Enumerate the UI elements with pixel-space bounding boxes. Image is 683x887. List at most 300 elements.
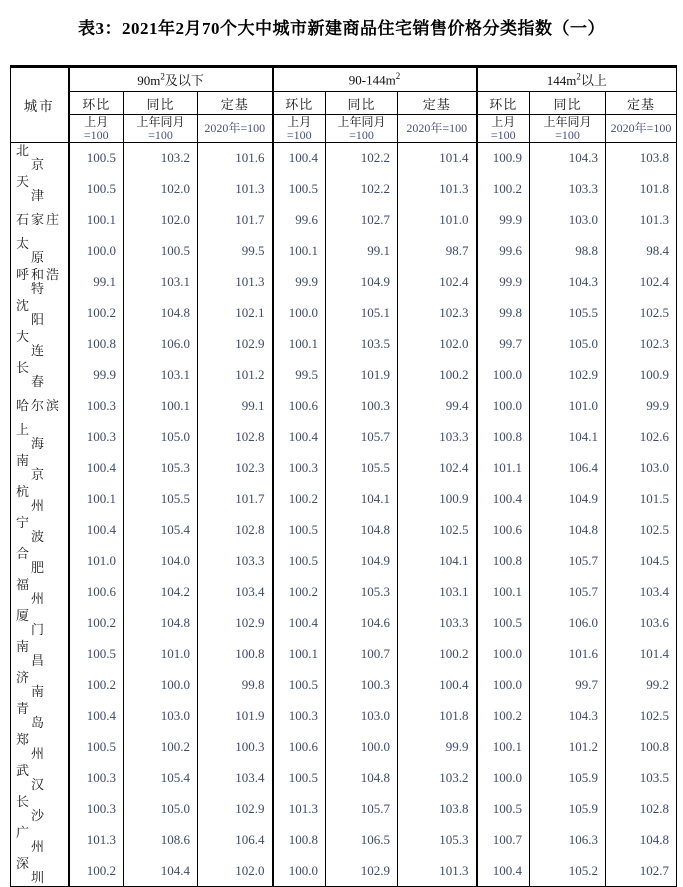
table-row <box>11 856 677 887</box>
value-cell: 105.4 <box>124 515 198 546</box>
value-cell: 102.5 <box>606 515 677 546</box>
value-cell: 102.8 <box>606 794 677 825</box>
group-header-90-and-below <box>69 67 273 92</box>
value-cell: 104.2 <box>124 577 198 608</box>
value-cell: 100.8 <box>606 732 677 763</box>
group-label: 90m <box>137 73 161 88</box>
value-cell: 102.4 <box>398 267 477 298</box>
value-cell: 101.3 <box>273 794 326 825</box>
value-cell: 99.9 <box>273 267 326 298</box>
value-cell: 100.4 <box>69 453 124 484</box>
value-cell: 101.3 <box>198 174 273 205</box>
value-cell: 100.3 <box>69 794 124 825</box>
table-row <box>11 298 677 329</box>
base-label: 上月 <box>491 114 516 129</box>
value-cell: 100.7 <box>326 639 398 670</box>
value-cell: 103.3 <box>530 174 606 205</box>
value-cell: 100.3 <box>273 701 326 732</box>
value-cell: 102.5 <box>606 701 677 732</box>
metric-header-fixed-base: 定基 <box>398 92 477 115</box>
value-cell: 100.5 <box>273 546 326 577</box>
value-cell: 100.4 <box>69 701 124 732</box>
value-cell: 101.2 <box>198 360 273 391</box>
value-cell: 101.3 <box>398 174 477 205</box>
value-cell: 103.1 <box>124 360 198 391</box>
value-cell: 105.7 <box>326 794 398 825</box>
value-cell: 100.5 <box>273 515 326 546</box>
value-cell: 100.0 <box>477 670 530 701</box>
value-cell: 104.8 <box>124 608 198 639</box>
value-cell: 100.9 <box>398 484 477 515</box>
value-cell: 103.1 <box>398 577 477 608</box>
value-cell: 100.3 <box>326 670 398 701</box>
base-header-same-month-last-year <box>124 115 198 143</box>
value-cell: 100.7 <box>477 825 530 856</box>
value-cell: 104.9 <box>326 546 398 577</box>
value-cell: 102.0 <box>398 329 477 360</box>
value-cell: 101.9 <box>198 701 273 732</box>
city-name: 福 州 <box>11 577 69 608</box>
city-name: 济 南 <box>11 670 69 701</box>
table-row <box>11 267 677 298</box>
base-value: =100 <box>555 127 580 142</box>
value-cell: 101.7 <box>198 484 273 515</box>
group-header-144-above <box>477 67 677 92</box>
group-label: 90-144m <box>348 72 396 88</box>
base-label: 上年同月 <box>337 114 386 129</box>
value-cell: 101.8 <box>606 174 677 205</box>
value-cell: 100.6 <box>69 577 124 608</box>
value-cell: 104.3 <box>530 701 606 732</box>
value-cell: 105.5 <box>326 453 398 484</box>
base-header-2020 <box>398 115 477 143</box>
value-cell: 105.0 <box>124 794 198 825</box>
metric-header-yoy: 同比 <box>326 92 398 115</box>
value-cell: 105.7 <box>530 546 606 577</box>
value-cell: 100.5 <box>273 763 326 794</box>
value-cell: 104.5 <box>606 546 677 577</box>
city-name: 天 津 <box>11 174 69 205</box>
value-cell: 100.4 <box>273 143 326 174</box>
value-cell: 103.1 <box>124 267 198 298</box>
value-cell: 100.2 <box>69 298 124 329</box>
base-header-prev-month <box>69 115 124 143</box>
value-cell: 99.1 <box>326 236 398 267</box>
city-name: 大 连 <box>11 329 69 360</box>
city-name: 沈 阳 <box>11 298 69 329</box>
value-cell: 100.5 <box>273 670 326 701</box>
table-row <box>11 143 677 174</box>
value-cell: 100.0 <box>477 639 530 670</box>
value-cell: 104.0 <box>124 546 198 577</box>
value-cell: 100.3 <box>198 732 273 763</box>
value-cell: 100.5 <box>273 174 326 205</box>
value-cell: 102.7 <box>606 856 677 887</box>
value-cell: 100.3 <box>273 453 326 484</box>
group-label-suffix: 以上 <box>580 73 607 88</box>
table-header <box>11 67 677 143</box>
value-cell: 101.0 <box>398 205 477 236</box>
value-cell: 99.2 <box>606 670 677 701</box>
value-cell: 101.6 <box>198 143 273 174</box>
value-cell: 102.8 <box>198 515 273 546</box>
value-cell: 103.2 <box>398 763 477 794</box>
value-cell: 100.5 <box>477 608 530 639</box>
value-cell: 103.4 <box>606 577 677 608</box>
value-cell: 101.0 <box>69 546 124 577</box>
superscript: 2 <box>160 71 165 82</box>
value-cell: 100.2 <box>273 577 326 608</box>
value-cell: 100.0 <box>477 391 530 422</box>
city-name: 上 海 <box>11 422 69 453</box>
value-cell: 100.6 <box>477 515 530 546</box>
value-cell: 102.7 <box>326 205 398 236</box>
city-name: 呼和浩 特 <box>11 267 69 298</box>
value-cell: 102.9 <box>198 329 273 360</box>
value-cell: 100.6 <box>273 391 326 422</box>
value-cell: 99.8 <box>198 670 273 701</box>
value-cell: 104.1 <box>326 484 398 515</box>
value-cell: 99.4 <box>398 391 477 422</box>
table-row <box>11 205 677 236</box>
value-cell: 100.5 <box>69 639 124 670</box>
value-cell: 104.1 <box>398 546 477 577</box>
table-row <box>11 515 677 546</box>
value-cell: 101.9 <box>326 360 398 391</box>
city-name: 深 圳 <box>11 856 69 887</box>
city-name: 广 州 <box>11 825 69 856</box>
value-cell: 100.8 <box>477 422 530 453</box>
base-value: =100 <box>286 127 312 142</box>
value-cell: 102.5 <box>606 298 677 329</box>
metric-header-fixed-base: 定基 <box>606 92 677 115</box>
value-cell: 100.0 <box>477 763 530 794</box>
value-cell: 100.2 <box>477 701 530 732</box>
value-cell: 103.0 <box>326 701 398 732</box>
value-cell: 102.0 <box>124 174 198 205</box>
group-header-90-144 <box>273 67 477 92</box>
value-cell: 99.1 <box>198 391 273 422</box>
value-cell: 98.8 <box>530 236 606 267</box>
value-cell: 105.5 <box>124 484 198 515</box>
value-cell: 99.9 <box>606 391 677 422</box>
value-cell: 102.4 <box>398 453 477 484</box>
value-cell: 102.2 <box>326 174 398 205</box>
value-cell: 100.0 <box>124 670 198 701</box>
value-cell: 99.7 <box>530 670 606 701</box>
base-label: 2020年=100 <box>406 121 468 135</box>
value-cell: 100.3 <box>69 391 124 422</box>
table-row <box>11 391 677 422</box>
value-cell: 105.0 <box>124 422 198 453</box>
value-cell: 106.0 <box>530 608 606 639</box>
value-cell: 102.4 <box>606 267 677 298</box>
value-cell: 101.7 <box>198 205 273 236</box>
value-cell: 101.2 <box>530 732 606 763</box>
value-cell: 100.2 <box>398 639 477 670</box>
base-value: =100 <box>148 127 173 142</box>
value-cell: 104.6 <box>326 608 398 639</box>
value-cell: 105.9 <box>530 794 606 825</box>
city-name: 郑 州 <box>11 732 69 763</box>
value-cell: 100.4 <box>273 608 326 639</box>
table-row <box>11 670 677 701</box>
value-cell: 100.0 <box>326 732 398 763</box>
value-cell: 100.4 <box>398 670 477 701</box>
value-cell: 104.3 <box>530 267 606 298</box>
base-value: =100 <box>349 127 374 142</box>
value-cell: 99.9 <box>477 205 530 236</box>
table-row <box>11 453 677 484</box>
value-cell: 100.1 <box>69 484 124 515</box>
value-cell: 105.1 <box>326 298 398 329</box>
value-cell: 102.9 <box>198 794 273 825</box>
value-cell: 105.0 <box>530 329 606 360</box>
value-cell: 103.4 <box>198 763 273 794</box>
value-cell: 101.1 <box>477 453 530 484</box>
value-cell: 101.8 <box>398 701 477 732</box>
value-cell: 102.2 <box>326 143 398 174</box>
value-cell: 105.7 <box>530 577 606 608</box>
base-label: 上年同月 <box>543 114 592 129</box>
value-cell: 105.4 <box>124 763 198 794</box>
value-cell: 103.3 <box>198 546 273 577</box>
metric-header-mom: 环比 <box>477 92 530 115</box>
value-cell: 101.0 <box>530 391 606 422</box>
value-cell: 103.8 <box>398 794 477 825</box>
table-row <box>11 329 677 360</box>
city-name: 哈尔滨 <box>11 391 69 422</box>
value-cell: 100.1 <box>69 205 124 236</box>
value-cell: 100.2 <box>124 732 198 763</box>
table-row <box>11 360 677 391</box>
base-header-prev-month <box>477 115 530 143</box>
value-cell: 100.2 <box>69 608 124 639</box>
value-cell: 104.9 <box>530 484 606 515</box>
value-cell: 100.2 <box>273 484 326 515</box>
value-cell: 105.7 <box>326 422 398 453</box>
value-cell: 99.7 <box>477 329 530 360</box>
header-row-groups <box>11 67 677 92</box>
value-cell: 105.3 <box>398 825 477 856</box>
table-row <box>11 639 677 670</box>
value-cell: 105.5 <box>530 298 606 329</box>
value-cell: 99.8 <box>477 298 530 329</box>
value-cell: 100.8 <box>198 639 273 670</box>
table-row <box>11 825 677 856</box>
base-label: 2020年=100 <box>204 121 266 135</box>
value-cell: 100.4 <box>273 422 326 453</box>
base-header-prev-month <box>273 115 326 143</box>
value-cell: 100.6 <box>273 732 326 763</box>
value-cell: 100.1 <box>477 732 530 763</box>
value-cell: 100.0 <box>273 856 326 887</box>
value-cell: 105.3 <box>326 577 398 608</box>
value-cell: 100.2 <box>69 670 124 701</box>
value-cell: 100.2 <box>398 360 477 391</box>
table-row <box>11 422 677 453</box>
table-row <box>11 546 677 577</box>
value-cell: 101.6 <box>530 639 606 670</box>
value-cell: 102.3 <box>606 329 677 360</box>
metric-header-mom: 环比 <box>273 92 326 115</box>
value-cell: 102.3 <box>198 453 273 484</box>
value-cell: 102.9 <box>198 608 273 639</box>
value-cell: 99.6 <box>273 205 326 236</box>
value-cell: 101.4 <box>606 639 677 670</box>
superscript: 2 <box>576 71 581 82</box>
value-cell: 100.1 <box>273 236 326 267</box>
city-name: 宁 波 <box>11 515 69 546</box>
value-cell: 100.5 <box>124 236 198 267</box>
value-cell: 100.8 <box>273 825 326 856</box>
city-name: 青 岛 <box>11 701 69 732</box>
value-cell: 100.5 <box>69 732 124 763</box>
value-cell: 106.0 <box>124 329 198 360</box>
base-label: 上月 <box>84 114 109 129</box>
value-cell: 104.1 <box>530 422 606 453</box>
metric-header-fixed-base: 定基 <box>198 92 273 115</box>
price-index-table <box>10 65 677 887</box>
value-cell: 106.5 <box>326 825 398 856</box>
value-cell: 103.3 <box>398 422 477 453</box>
value-cell: 98.4 <box>606 236 677 267</box>
value-cell: 104.8 <box>326 763 398 794</box>
value-cell: 99.6 <box>477 236 530 267</box>
value-cell: 101.3 <box>398 856 477 887</box>
value-cell: 99.9 <box>398 732 477 763</box>
table-row <box>11 577 677 608</box>
group-label-suffix: 及以下 <box>164 73 204 88</box>
city-name: 南 昌 <box>11 639 69 670</box>
value-cell: 100.0 <box>69 236 124 267</box>
value-cell: 100.0 <box>477 360 530 391</box>
city-name: 长 春 <box>11 360 69 391</box>
value-cell: 101.5 <box>606 484 677 515</box>
value-cell: 104.4 <box>124 856 198 887</box>
city-name: 厦 门 <box>11 608 69 639</box>
value-cell: 100.2 <box>69 856 124 887</box>
value-cell: 100.8 <box>69 329 124 360</box>
value-cell: 102.0 <box>124 205 198 236</box>
base-value: =100 <box>490 127 516 142</box>
city-name: 长 沙 <box>11 794 69 825</box>
city-name: 太 原 <box>11 236 69 267</box>
value-cell: 100.5 <box>69 143 124 174</box>
city-column-header: 城市 <box>11 67 69 143</box>
base-label: 上年同月 <box>136 114 185 129</box>
value-cell: 100.1 <box>124 391 198 422</box>
base-header-same-month-last-year <box>326 115 398 143</box>
value-cell: 100.4 <box>477 856 530 887</box>
table-body <box>11 143 677 887</box>
city-name: 合 肥 <box>11 546 69 577</box>
value-cell: 103.3 <box>398 608 477 639</box>
value-cell: 103.5 <box>606 763 677 794</box>
value-cell: 104.9 <box>326 267 398 298</box>
value-cell: 104.8 <box>530 515 606 546</box>
value-cell: 100.1 <box>273 639 326 670</box>
value-cell: 102.8 <box>198 422 273 453</box>
value-cell: 104.3 <box>530 143 606 174</box>
value-cell: 100.4 <box>69 515 124 546</box>
city-name: 石家庄 <box>11 205 69 236</box>
value-cell: 102.9 <box>530 360 606 391</box>
base-label: 上月 <box>287 114 312 129</box>
table-row <box>11 732 677 763</box>
value-cell: 100.3 <box>326 391 398 422</box>
value-cell: 100.4 <box>477 484 530 515</box>
value-cell: 108.6 <box>124 825 198 856</box>
value-cell: 103.0 <box>606 453 677 484</box>
value-cell: 103.0 <box>530 205 606 236</box>
value-cell: 105.9 <box>530 763 606 794</box>
value-cell: 103.0 <box>124 701 198 732</box>
value-cell: 106.4 <box>198 825 273 856</box>
value-cell: 106.3 <box>530 825 606 856</box>
value-cell: 105.2 <box>530 856 606 887</box>
value-cell: 100.1 <box>273 329 326 360</box>
value-cell: 100.1 <box>477 577 530 608</box>
table-row <box>11 484 677 515</box>
value-cell: 99.5 <box>198 236 273 267</box>
value-cell: 105.3 <box>124 453 198 484</box>
value-cell: 99.9 <box>477 267 530 298</box>
table-row <box>11 701 677 732</box>
table-row <box>11 794 677 825</box>
value-cell: 103.2 <box>124 143 198 174</box>
value-cell: 101.3 <box>606 205 677 236</box>
header-row-base <box>11 115 677 143</box>
value-cell: 100.3 <box>69 422 124 453</box>
city-name: 南 京 <box>11 453 69 484</box>
value-cell: 99.5 <box>273 360 326 391</box>
city-name: 杭 州 <box>11 484 69 515</box>
value-cell: 100.9 <box>606 360 677 391</box>
table-row <box>11 763 677 794</box>
value-cell: 102.0 <box>198 856 273 887</box>
value-cell: 100.9 <box>477 143 530 174</box>
value-cell: 102.3 <box>398 298 477 329</box>
table-row <box>11 236 677 267</box>
city-name: 北 京 <box>11 143 69 174</box>
value-cell: 102.6 <box>606 422 677 453</box>
base-header-same-month-last-year <box>530 115 606 143</box>
value-cell: 99.9 <box>69 360 124 391</box>
value-cell: 101.4 <box>398 143 477 174</box>
table-title: 表3：2021年2月70个大中城市新建商品住宅销售价格分类指数（一） <box>78 19 605 38</box>
superscript: 2 <box>395 70 401 81</box>
metric-header-mom: 环比 <box>69 92 124 115</box>
value-cell: 100.3 <box>69 763 124 794</box>
value-cell: 101.3 <box>198 267 273 298</box>
value-cell: 102.9 <box>326 856 398 887</box>
value-cell: 102.5 <box>398 515 477 546</box>
value-cell: 100.0 <box>273 298 326 329</box>
metric-header-yoy: 同比 <box>124 92 198 115</box>
value-cell: 103.5 <box>326 329 398 360</box>
base-header-2020 <box>606 115 677 143</box>
value-cell: 104.8 <box>124 298 198 329</box>
value-cell: 101.0 <box>124 639 198 670</box>
value-cell: 104.8 <box>606 825 677 856</box>
value-cell: 100.5 <box>477 794 530 825</box>
table-row <box>11 608 677 639</box>
table-row <box>11 174 677 205</box>
value-cell: 98.7 <box>398 236 477 267</box>
value-cell: 103.6 <box>606 608 677 639</box>
value-cell: 100.5 <box>69 174 124 205</box>
